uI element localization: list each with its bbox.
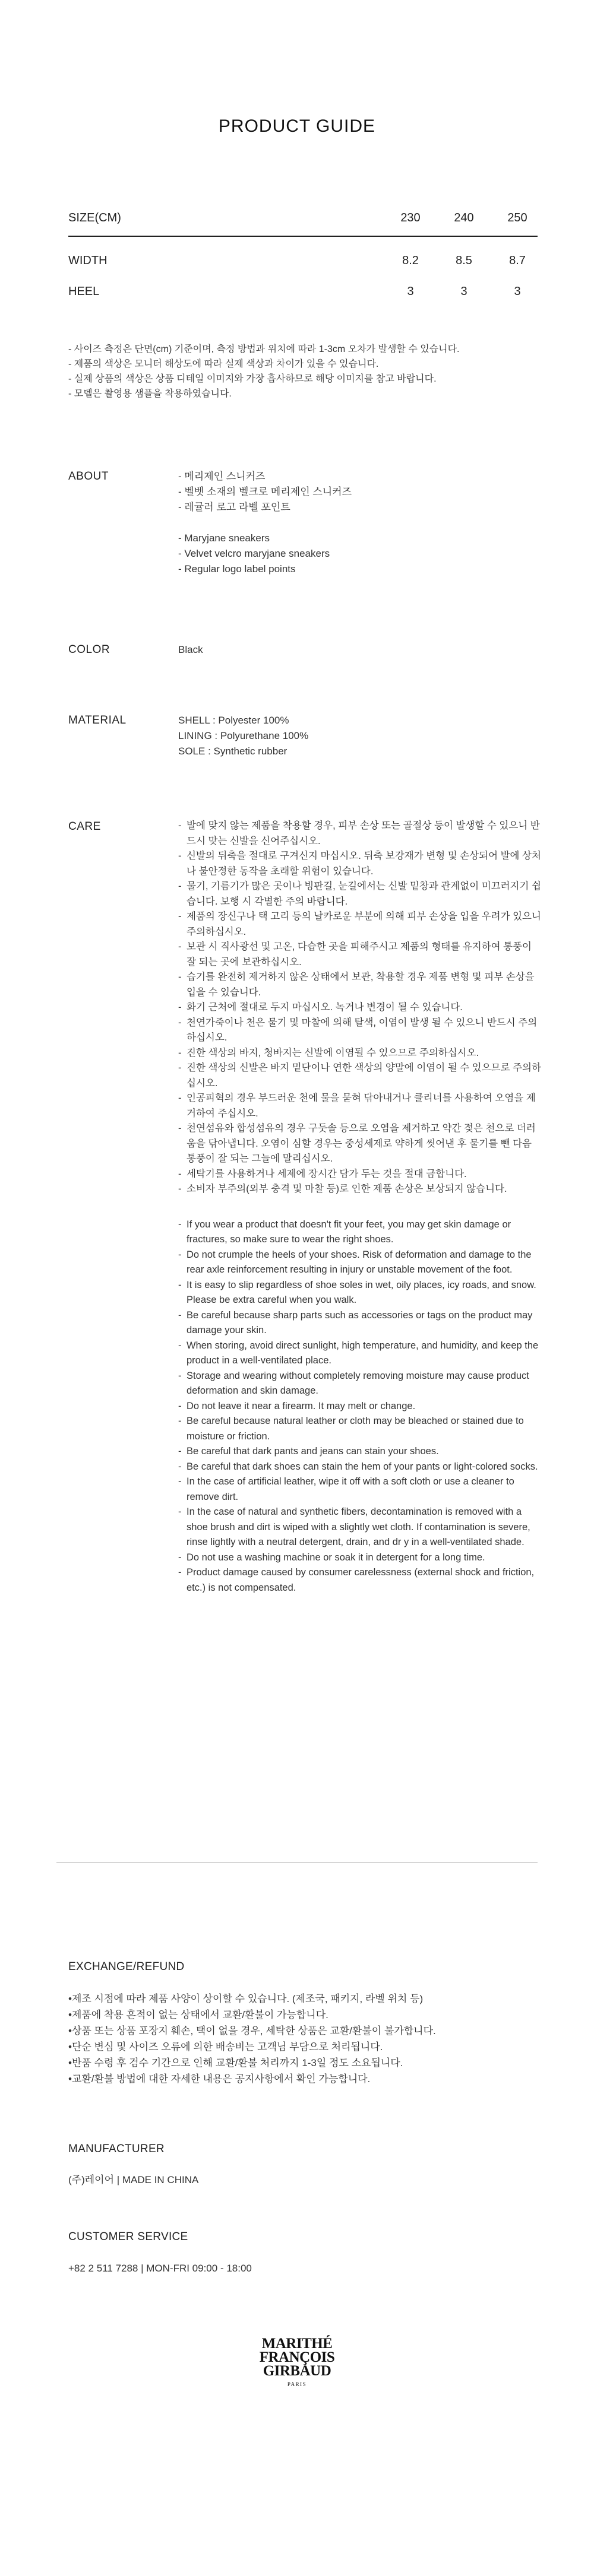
care-item: - 습기를 완전히 제거하지 않은 상태에서 보관, 착용할 경우 제품 변형 및 피부 손상을 입을 수 있습니다. — [178, 970, 544, 1000]
care-item: - If you wear a product that doesn't fit your feet, you may get skin damage or fractures, so make sure to wear the right shoes. — [178, 1217, 544, 1248]
size-table-divider — [68, 236, 538, 237]
heel-value: 3 — [514, 285, 521, 298]
customer-service-value: +82 2 511 7288 | MON-FRI 09:00 - 18:00 — [68, 2263, 252, 2274]
care-item: - 진한 색상의 바지, 청바지는 신발에 이염될 수 있으므로 주의하십시오. — [178, 1046, 544, 1061]
note-line: - 제품의 색상은 모니터 해상도에 따라 실제 색상과 차이가 있을 수 있습니다. — [68, 359, 379, 369]
care-item: - Be careful because sharp parts such as accessories or tags on the product may damage your skin. — [178, 1308, 544, 1338]
about-line: - Velvet velcro maryjane sneakers — [178, 548, 330, 559]
care-item: - It is easy to slip regardless of shoe soles in wet, oily places, icy roads, and snow. Please be extra careful when you walk. — [178, 1278, 544, 1308]
about-line: - Maryjane sneakers — [178, 532, 270, 544]
about-line: - Regular logo label points — [178, 563, 296, 575]
about-line: - 벨벳 소재의 벨크로 메리제인 스니커즈 — [178, 486, 352, 497]
note-line: - 사이즈 측정은 단면(cm) 기준이며, 측정 방법과 위치에 따라 1-3cm 오차가 발생할 수 있습니다. — [68, 344, 460, 354]
care-item: - 천연가죽이나 천은 물기 및 마찰에 의해 탈색, 이염이 발생 될 수 있으니 반드시 주의하십시오. — [178, 1016, 544, 1046]
width-value: 8.2 — [402, 254, 419, 267]
material-line: LINING : Polyurethane 100% — [178, 730, 309, 741]
about-line: - 메리제인 스니커즈 — [178, 471, 266, 482]
care-item: - Do not use a washing machine or soak it in detergent for a long time. — [178, 1550, 544, 1566]
svg-text:MARITHÉ: MARITHÉ — [261, 2336, 333, 2352]
note-line: - 모델은 촬영용 샘플을 착용하였습니다. — [68, 389, 232, 399]
material-line: SHELL : Polyester 100% — [178, 715, 289, 726]
brand-logo-mark — [252, 2333, 342, 2390]
about-body — [178, 469, 558, 577]
manufacturer-title: MANUFACTURER — [68, 2143, 165, 2155]
size-row-heel — [68, 281, 538, 305]
care-label: CARE — [68, 820, 101, 833]
care-item: - 신발의 뒤축을 절대로 구겨신지 마십시오. 뒤축 보강재가 변형 및 손상되어 발에 상처나 불안정한 동작을 초래할 위험이 있습니다. — [178, 849, 544, 879]
size-row-width — [68, 250, 538, 274]
exchange-line: •반품 수령 후 검수 기간으로 인해 교환/환불 처리까지 1-3일 정도 소요됩니다. — [68, 2057, 403, 2069]
care-item: - In the case of artificial leather, wipe it off with a soft cloth or use a cleaner to remove dirt. — [178, 1474, 544, 1505]
care-item: - 제품의 장신구나 택 고리 등의 날카로운 부분에 의해 피부 손상을 입을 우려가 있으니 주의하십시오. — [178, 909, 544, 940]
care-item: - In the case of natural and synthetic fibers, decontamination is removed with a shoe brush and dirt is wiped with a slightly wet cloth. If contamination is severe, rinse lightly with a neutral detergent, drain, and dr y in a well-ventilated shade. — [178, 1505, 544, 1550]
care-item: - 보관 시 직사광선 및 고온, 다습한 곳을 피해주시고 제품의 형태를 유지하여 통풍이 잘 되는 곳에 보관하십시오. — [178, 940, 544, 970]
care-item: - Do not leave it near a firearm. It may melt or change. — [178, 1399, 544, 1414]
care-body — [178, 819, 544, 1595]
heel-label: HEEL — [68, 285, 100, 298]
about-label: ABOUT — [68, 470, 109, 483]
width-value: 8.5 — [456, 254, 472, 267]
manufacturer-value: (주)레이어 | MADE IN CHINA — [68, 2174, 199, 2185]
exchange-line: •교환/환불 방법에 대한 자세한 내용은 공지사항에서 확인 가능합니다. — [68, 2073, 371, 2085]
exchange-line: •단순 변심 및 사이즈 오류에 의한 배송비는 고객님 부담으로 처리됩니다. — [68, 2041, 383, 2052]
size-header-250: 250 — [507, 211, 527, 224]
care-item: - 소비자 부주의(외부 충격 및 마찰 등)로 인한 제품 손상은 보상되지 않습니다. — [178, 1182, 544, 1197]
size-table — [68, 208, 538, 298]
about-line: - 레귤러 로고 라벨 포인트 — [178, 502, 290, 513]
care-item: - 세탁기를 사용하거나 세제에 장시간 담가 두는 것을 절대 금합니다. — [178, 1167, 544, 1182]
width-label: WIDTH — [68, 254, 108, 267]
size-header-row — [68, 208, 538, 231]
color-label: COLOR — [68, 643, 110, 656]
size-header-label: SIZE(CM) — [68, 211, 121, 224]
svg-text:FRANÇOIS: FRANÇOIS — [259, 2349, 335, 2365]
exchange-line: •상품 또는 상품 포장지 훼손, 택이 없을 경우, 세탁한 상품은 교환/환불이 불가합니다. — [68, 2025, 436, 2036]
exchange-line: •제품에 착용 흔적이 없는 상태에서 교환/환불이 가능합니다. — [68, 2009, 328, 2020]
exchange-line: •제조 시점에 따라 제품 사양이 상이할 수 있습니다. (제조국, 패키지, 라벨 위치 등) — [68, 1993, 424, 2004]
svg-text:GIRBAUD: GIRBAUD — [263, 2363, 331, 2379]
material-body — [178, 713, 558, 759]
care-item: - When storing, avoid direct sunlight, high temperature, and humidity, and keep the product in a well-ventilated place. — [178, 1338, 544, 1369]
customer-service-title: CUSTOMER SERVICE — [68, 2231, 188, 2243]
care-item: - 인공피혁의 경우 부드러운 천에 물을 묻혀 닦아내거나 클리너를 사용하여 오염을 제거하여 주십시오. — [178, 1091, 544, 1121]
care-list-ko — [178, 819, 544, 1197]
width-value: 8.7 — [509, 254, 526, 267]
heel-value: 3 — [407, 285, 414, 298]
page-title: PRODUCT GUIDE — [218, 116, 376, 136]
care-item: - 발에 맞지 않는 제품을 착용할 경우, 피부 손상 또는 골절상 등이 발생할 수 있으니 반드시 맞는 신발을 신어주십시오. — [178, 819, 544, 849]
brand-logo — [0, 2333, 594, 2393]
color-value: Black — [178, 644, 203, 655]
care-item: - Be careful because natural leather or cloth may be bleached or stained due to moisture or friction. — [178, 1414, 544, 1444]
material-label: MATERIAL — [68, 714, 127, 727]
care-list-en — [178, 1217, 544, 1596]
care-item: - Be careful that dark shoes can stain the hem of your pants or light-colored socks. — [178, 1460, 544, 1475]
care-item: - 천연섬유와 합성섬유의 경우 구둣솔 등으로 오염을 제거하고 약간 젖은 천으로 더러움을 닦아냅니다. 오염이 심할 경우는 중성세제로 약하게 씻어낸 후 물기를 뺀 다음 통풍이 잘 되는 그늘에 말리십시오. — [178, 1121, 544, 1167]
care-item: - Storage and wearing without completely removing moisture may cause product deformation and skin damage. — [178, 1369, 544, 1399]
care-item: - 진한 색상의 신발은 바지 밑단이나 연한 색상의 양말에 이염이 될 수 있으므로 주의하십시오. — [178, 1061, 544, 1091]
measurement-notes — [68, 342, 544, 401]
svg-text:PARIS: PARIS — [287, 2381, 307, 2387]
care-item: - Do not crumple the heels of your shoes. Risk of deformation and damage to the rear axle reinforcement resulting in injury or unstable movement of the foot. — [178, 1248, 544, 1278]
exchange-body — [68, 1991, 555, 2087]
exchange-title: EXCHANGE/REFUND — [68, 1960, 185, 1973]
size-header-240: 240 — [454, 211, 474, 224]
material-line: SOLE : Synthetic rubber — [178, 745, 287, 757]
size-header-230: 230 — [400, 211, 421, 224]
care-item: - 화기 근처에 절대로 두지 마십시오. 녹거나 변경이 될 수 있습니다. — [178, 1000, 544, 1016]
heel-value: 3 — [460, 285, 467, 298]
care-item: - 물기, 기름기가 많은 곳이나 빙판길, 눈길에서는 신발 밑창과 관계없이 미끄러지기 쉽습니다. 보행 시 각별한 주의 바랍니다. — [178, 879, 544, 909]
note-line: - 실제 상품의 색상은 상품 디테일 이미지와 가장 흡사하므로 해당 이미지를 참고 바랍니다. — [68, 374, 437, 384]
care-item: - Be careful that dark pants and jeans can stain your shoes. — [178, 1444, 544, 1460]
care-item: - Product damage caused by consumer carelessness (external shock and friction, etc.) is not compensated. — [178, 1565, 544, 1595]
